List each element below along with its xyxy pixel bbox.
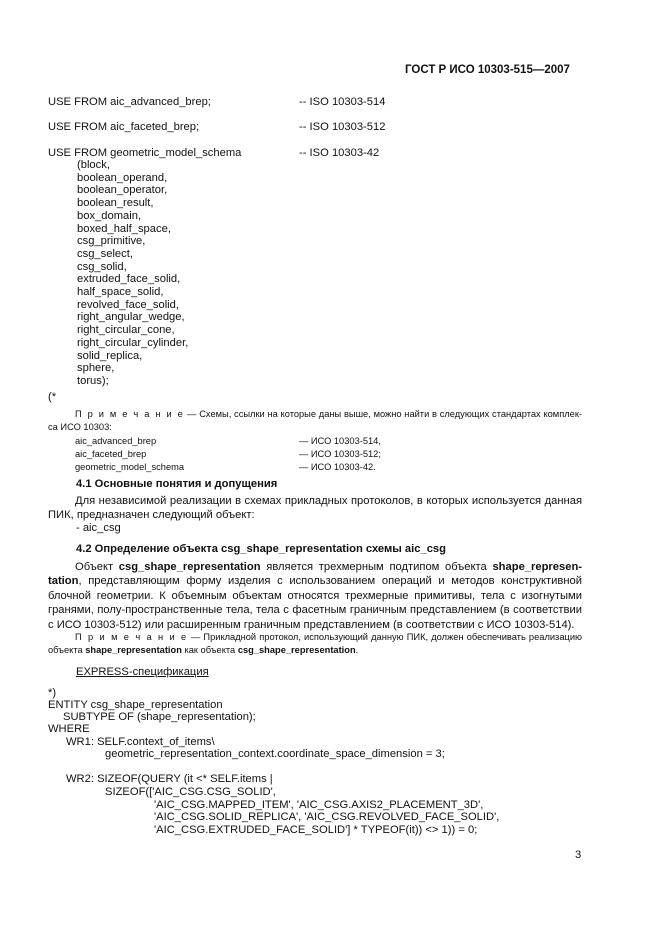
schema-item: csg_primitive,	[77, 235, 146, 248]
use-from-reference: -- ISO 10303-512	[299, 121, 386, 133]
note-row-ref: — ИСО 10303-42.	[299, 462, 376, 472]
schema-item: right_circular_cone,	[77, 324, 175, 337]
schema-item: boolean_operand,	[77, 171, 168, 184]
note-label: П р и м е ч а н и е	[75, 632, 188, 642]
code-line: SIZEOF(['AIC_CSG.CSG_SOLID',	[105, 786, 276, 798]
schema-item: box_domain,	[77, 209, 142, 222]
note-label: П р и м е ч а н и е	[75, 409, 185, 419]
schema-item: boxed_half_space,	[77, 222, 171, 235]
text-run: , представляющим форму изделия с использованием операций и методов конструктивной блочной геометрии. К объемным объектам относятся трехмерные примитивы, тела с изогнутыми гранями, полу-пространственные тела, тела с фасетным граничным представлением (в соответствии с ИСО 10303-512) или расширенным граничным представлением (в соответствии с ИСО 10303-514).	[48, 575, 582, 631]
schema-item: torus);	[77, 374, 109, 387]
entity-name: shape_representation	[85, 645, 182, 655]
code-line: WR1: SELF.context_of_items\	[66, 736, 215, 748]
schema-item-list	[77, 159, 188, 388]
use-from-reference: -- ISO 10303-514	[299, 96, 386, 108]
text-run: как объекта	[181, 645, 238, 655]
code-line: SUBTYPE OF (shape_representation);	[63, 711, 256, 723]
schema-item: csg_select,	[77, 247, 133, 260]
comment-open: (*	[48, 391, 57, 403]
page-number: 3	[575, 849, 582, 861]
section-4-1-item: - aic_csg	[76, 522, 121, 534]
text-run: является трехмерным подтипом объекта	[260, 561, 493, 573]
schema-item: boolean_result,	[77, 197, 154, 210]
schema-item: right_angular_wedge,	[77, 311, 185, 324]
code-line: geometric_representation_context.coordinate_space_dimension = 3;	[105, 748, 445, 760]
code-line: WHERE	[48, 723, 90, 735]
schema-item: revolved_face_solid,	[77, 298, 179, 311]
section-4-2-title: 4.2 Определение объекта csg_shape_representation схемы aic_csg	[76, 543, 446, 555]
note-row-name: geometric_model_schema	[75, 462, 185, 472]
schema-item: solid_replica,	[77, 349, 143, 362]
page-header-title: ГОСТ Р ИСО 10303-515—2007	[405, 64, 570, 76]
note-implementation	[48, 631, 582, 657]
text-run: — Прикладной протокол, использующий данную ПИК, должен обеспечивать реализацию объекта	[48, 632, 582, 655]
entity-name: csg_shape_representation	[237, 645, 356, 655]
text-run: Объект	[75, 561, 119, 573]
schema-item: csg_solid,	[77, 260, 127, 273]
note-row-ref: — ИСО 10303-512;	[299, 449, 381, 459]
code-line: 'AIC_CSG.SOLID_REPLICA', 'AIC_CSG.REVOLVED_FACE_SOLID',	[154, 811, 500, 823]
use-from-statement: USE FROM aic_advanced_brep;	[48, 96, 211, 108]
entity-name: shape_represen-tation	[48, 561, 582, 588]
code-line: *)	[48, 687, 57, 699]
schema-item: sphere,	[77, 362, 115, 375]
note-row-name: aic_faceted_brep	[75, 449, 147, 459]
text-run: .	[355, 645, 359, 655]
entity-name: csg_shape_representation	[118, 561, 261, 573]
schema-item: half_space_solid,	[77, 286, 164, 299]
use-from-statement: USE FROM aic_faceted_brep;	[48, 121, 200, 133]
use-from-reference: -- ISO 10303-42	[299, 147, 380, 159]
note-row-ref: — ИСО 10303-514,	[299, 436, 381, 446]
schema-item: (block,	[77, 159, 110, 171]
use-from-statement: USE FROM geometric_model_schema	[48, 147, 242, 159]
note-text: — Схемы, ссылки на которые даны выше, можно найти в следующих стандартах комплек-са ИСО 10303:	[48, 409, 582, 432]
code-line: 'AIC_CSG.EXTRUDED_FACE_SOLID'] * TYPEOF(it)) <> 1)) = 0;	[154, 824, 478, 836]
schema-item: boolean_operator,	[77, 184, 168, 197]
schema-item: extruded_face_solid,	[77, 273, 181, 286]
schema-item: right_circular_cylinder,	[77, 336, 189, 349]
express-heading: EXPRESS-спецификация	[76, 666, 209, 678]
section-4-1-title: 4.1 Основные понятия и допущения	[76, 478, 278, 490]
code-line: 'AIC_CSG.MAPPED_ITEM', 'AIC_CSG.AXIS2_PLACEMENT_3D',	[154, 799, 484, 811]
code-line: ENTITY csg_shape_representation	[48, 699, 223, 711]
section-4-1-paragraph: Для независимой реализации в схемах прикладных протоколов, в которых используется данная ПИК, предназначен следующий объект:	[48, 495, 582, 522]
note-row-name: aic_advanced_brep	[75, 436, 157, 446]
note-schema-sources	[48, 408, 582, 434]
section-4-2-paragraph	[48, 560, 582, 632]
code-line: WR2: SIZEOF(QUERY (it <* SELF.items |	[66, 773, 273, 785]
